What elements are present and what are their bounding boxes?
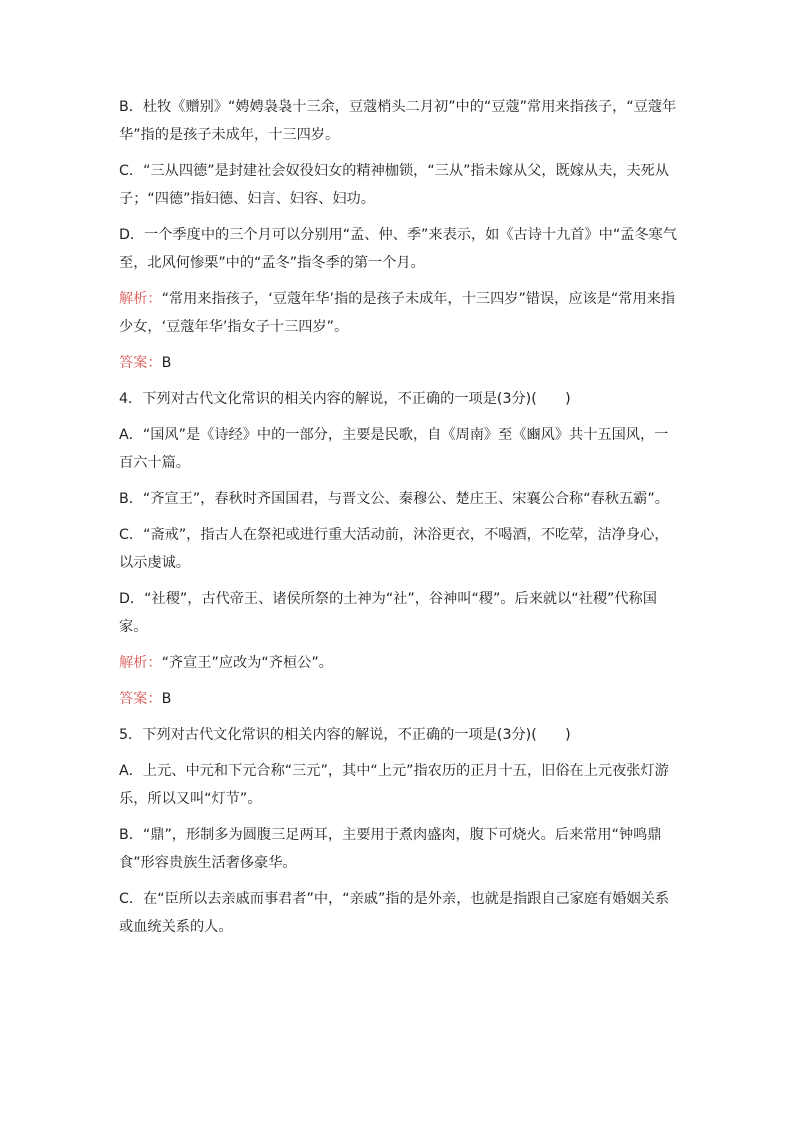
q4-option-d: D．“社稷”，古代帝王、诸侯所祭的土神为“社”，谷神叫“稷”。后来就以“社稷”代称国家。 [119,591,657,635]
q4-analysis-label: 解析： [119,655,162,671]
q4-answer-label: 答案： [119,691,162,707]
document-page [119,93,679,949]
q3-answer-label: 答案： [119,355,162,371]
q4-option-a: A．“国风”是《诗经》中的一部分，主要是民歌，自《周南》至《豳风》共十五国风，一百六十篇。 [119,427,669,471]
q3-answer-text: B [161,355,172,371]
q4-analysis-text: “齐宣王”应改为“齐桓公”。 [161,655,333,671]
q3-analysis-label: 解析： [119,291,162,307]
q4-answer [119,685,679,713]
q5-option-a: A．上元、中元和下元合称“三元”，其中“上元”指农历的正月十五，旧俗在上元夜张灯游乐，所以又叫“灯节”。 [119,763,669,807]
q5-stem: 5．下列对古代文化常识的相关内容的解说，不正确的一项是(3分)( ) [119,727,571,743]
q4-analysis [119,649,679,677]
q3-option-b: B．杜牧《赠别》“娉娉袅袅十三余，豆蔻梢头二月初”中的“豆蔻”常用来指孩子，“豆蔻年华”指的是孩子未成年，十三四岁。 [119,99,677,143]
q4-option-b: B．“齐宣王”，春秋时齐国国君，与晋文公、秦穆公、楚庄王、宋襄公合称“春秋五霸”。 [119,491,669,507]
q5-option-c: C．在“臣所以去亲戚而事君者”中，“亲戚”指的是外亲，也就是指跟自己家庭有婚姻关系或血统关系的人。 [119,891,670,935]
q3-answer [119,349,679,377]
q3-analysis-text: “常用来指孩子，‘豆蔻年华’指的是孩子未成年，十三四岁”错误，应该是“常用来指少女，‘豆蔻年华’指女子十三四岁”。 [119,291,676,335]
q4-stem: 4．下列对古代文化常识的相关内容的解说，不正确的一项是(3分)( ) [119,391,571,407]
q5-option-b: B．“鼎”，形制多为圆腹三足两耳，主要用于煮肉盛肉，腹下可烧火。后来常用“钟鸣鼎食”形容贵族生活奢侈豪华。 [119,827,662,871]
q3-option-c: C．“三从四德”是封建社会奴役妇女的精神枷锁，“三从”指未嫁从父，既嫁从夫，夫死从子；“四德”指妇德、妇言、妇容、妇功。 [119,163,670,207]
q4-answer-text: B [161,691,172,707]
q4-option-c: C．“斋戒”，指古人在祭祀或进行重大活动前，沐浴更衣，不喝酒，不吃荤，洁净身心，以示虔诚。 [119,527,669,571]
q3-analysis [119,285,679,341]
q3-option-d: D．一个季度中的三个月可以分别用“孟、仲、季”来表示，如《古诗十九首》中“孟冬寒气至，北风何惨栗”中的“孟冬”指冬季的第一个月。 [119,227,677,271]
